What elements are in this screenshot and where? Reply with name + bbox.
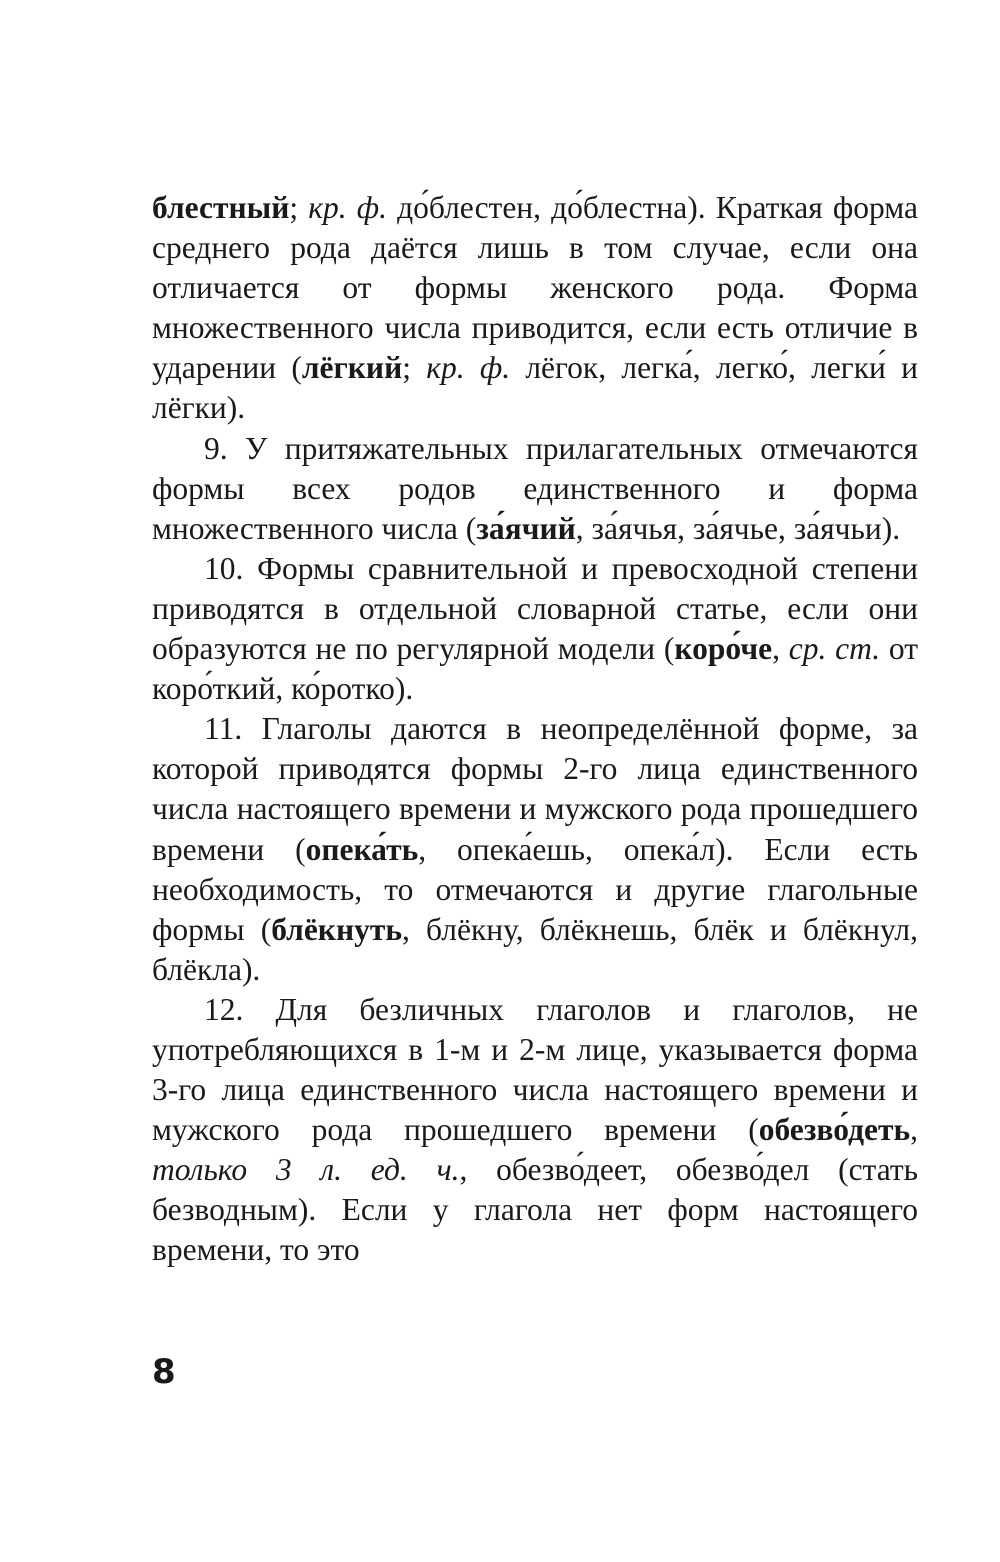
headword: опека́ть xyxy=(305,831,419,867)
headword: за́ячий xyxy=(476,510,576,546)
headword: блестный xyxy=(152,190,290,225)
text-run: , xyxy=(910,1112,918,1148)
paragraph-11 xyxy=(152,709,918,990)
text-run: до́блестен, до́блестна). Краткая форма среднего рода даётся лишь в том случае, если она отличается от формы женского рода. Форма множественного числа приводится, если есть отличие в ударении ( xyxy=(152,190,918,386)
paragraph-10 xyxy=(152,549,918,709)
text-run: , опека́ешь, опека́л). Если есть необходимость, то отмечаются и другие глагольные формы ( xyxy=(152,831,918,947)
text-run: ; xyxy=(402,350,427,386)
text-run: ; xyxy=(289,190,309,225)
text-run: , xyxy=(772,631,789,667)
text-run: 10. Формы сравнительной и превосходной степени приводятся в отдельной словарной статье, если они образуются не по регулярной модели ( xyxy=(152,550,918,667)
text-run: лёгок, легка́, легко́, легки́ и лёгки). xyxy=(152,350,918,426)
headword: коро́че xyxy=(674,631,773,667)
text-run: 12. Для безличных глаголов и глаголов, не употребляющихся в 1-м и 2-м лице, указывается форма 3-го лица единственного числа настоящего времени и мужского рода прошедшего времени ( xyxy=(152,991,918,1148)
abbreviation: ср. ст. xyxy=(788,631,881,667)
abbreviation: кр. ф. xyxy=(308,190,387,225)
headword: блёкнуть xyxy=(271,911,402,947)
headword: обезво́деть xyxy=(758,1112,911,1148)
page-number: 8 xyxy=(152,1352,176,1392)
text-run: 11. Глаголы даются в неопределённой форме, за которой приводятся формы 2-го лица единственного числа настоящего времени и мужского рода прошедшего времени ( xyxy=(152,711,918,867)
text-run: , обезво́деет, обезво́дел (стать безводным). Если у глагола нет форм настоящего времени, то это xyxy=(152,1152,918,1268)
paragraph-9 xyxy=(152,429,918,549)
text-run: , за́ячья, за́ячье, за́ячьи). xyxy=(575,510,901,546)
paragraph-12 xyxy=(152,990,918,1271)
text-run: 9. У притяжательных прилагательных отмечаются формы всех родов единственного и форма множественного числа ( xyxy=(152,430,918,546)
text-run: , блёкну, блёкнешь, блёк и блёкнул, блёкла). xyxy=(152,911,918,987)
body-text xyxy=(152,188,918,1271)
paragraph-continuation xyxy=(152,188,918,429)
abbreviation: кр. ф. xyxy=(426,350,511,386)
headword: лёгкий xyxy=(301,350,403,386)
text-run: от коро́ткий, ко́ротко). xyxy=(152,631,919,707)
abbreviation: только 3 л. ед. ч. xyxy=(152,1152,460,1188)
